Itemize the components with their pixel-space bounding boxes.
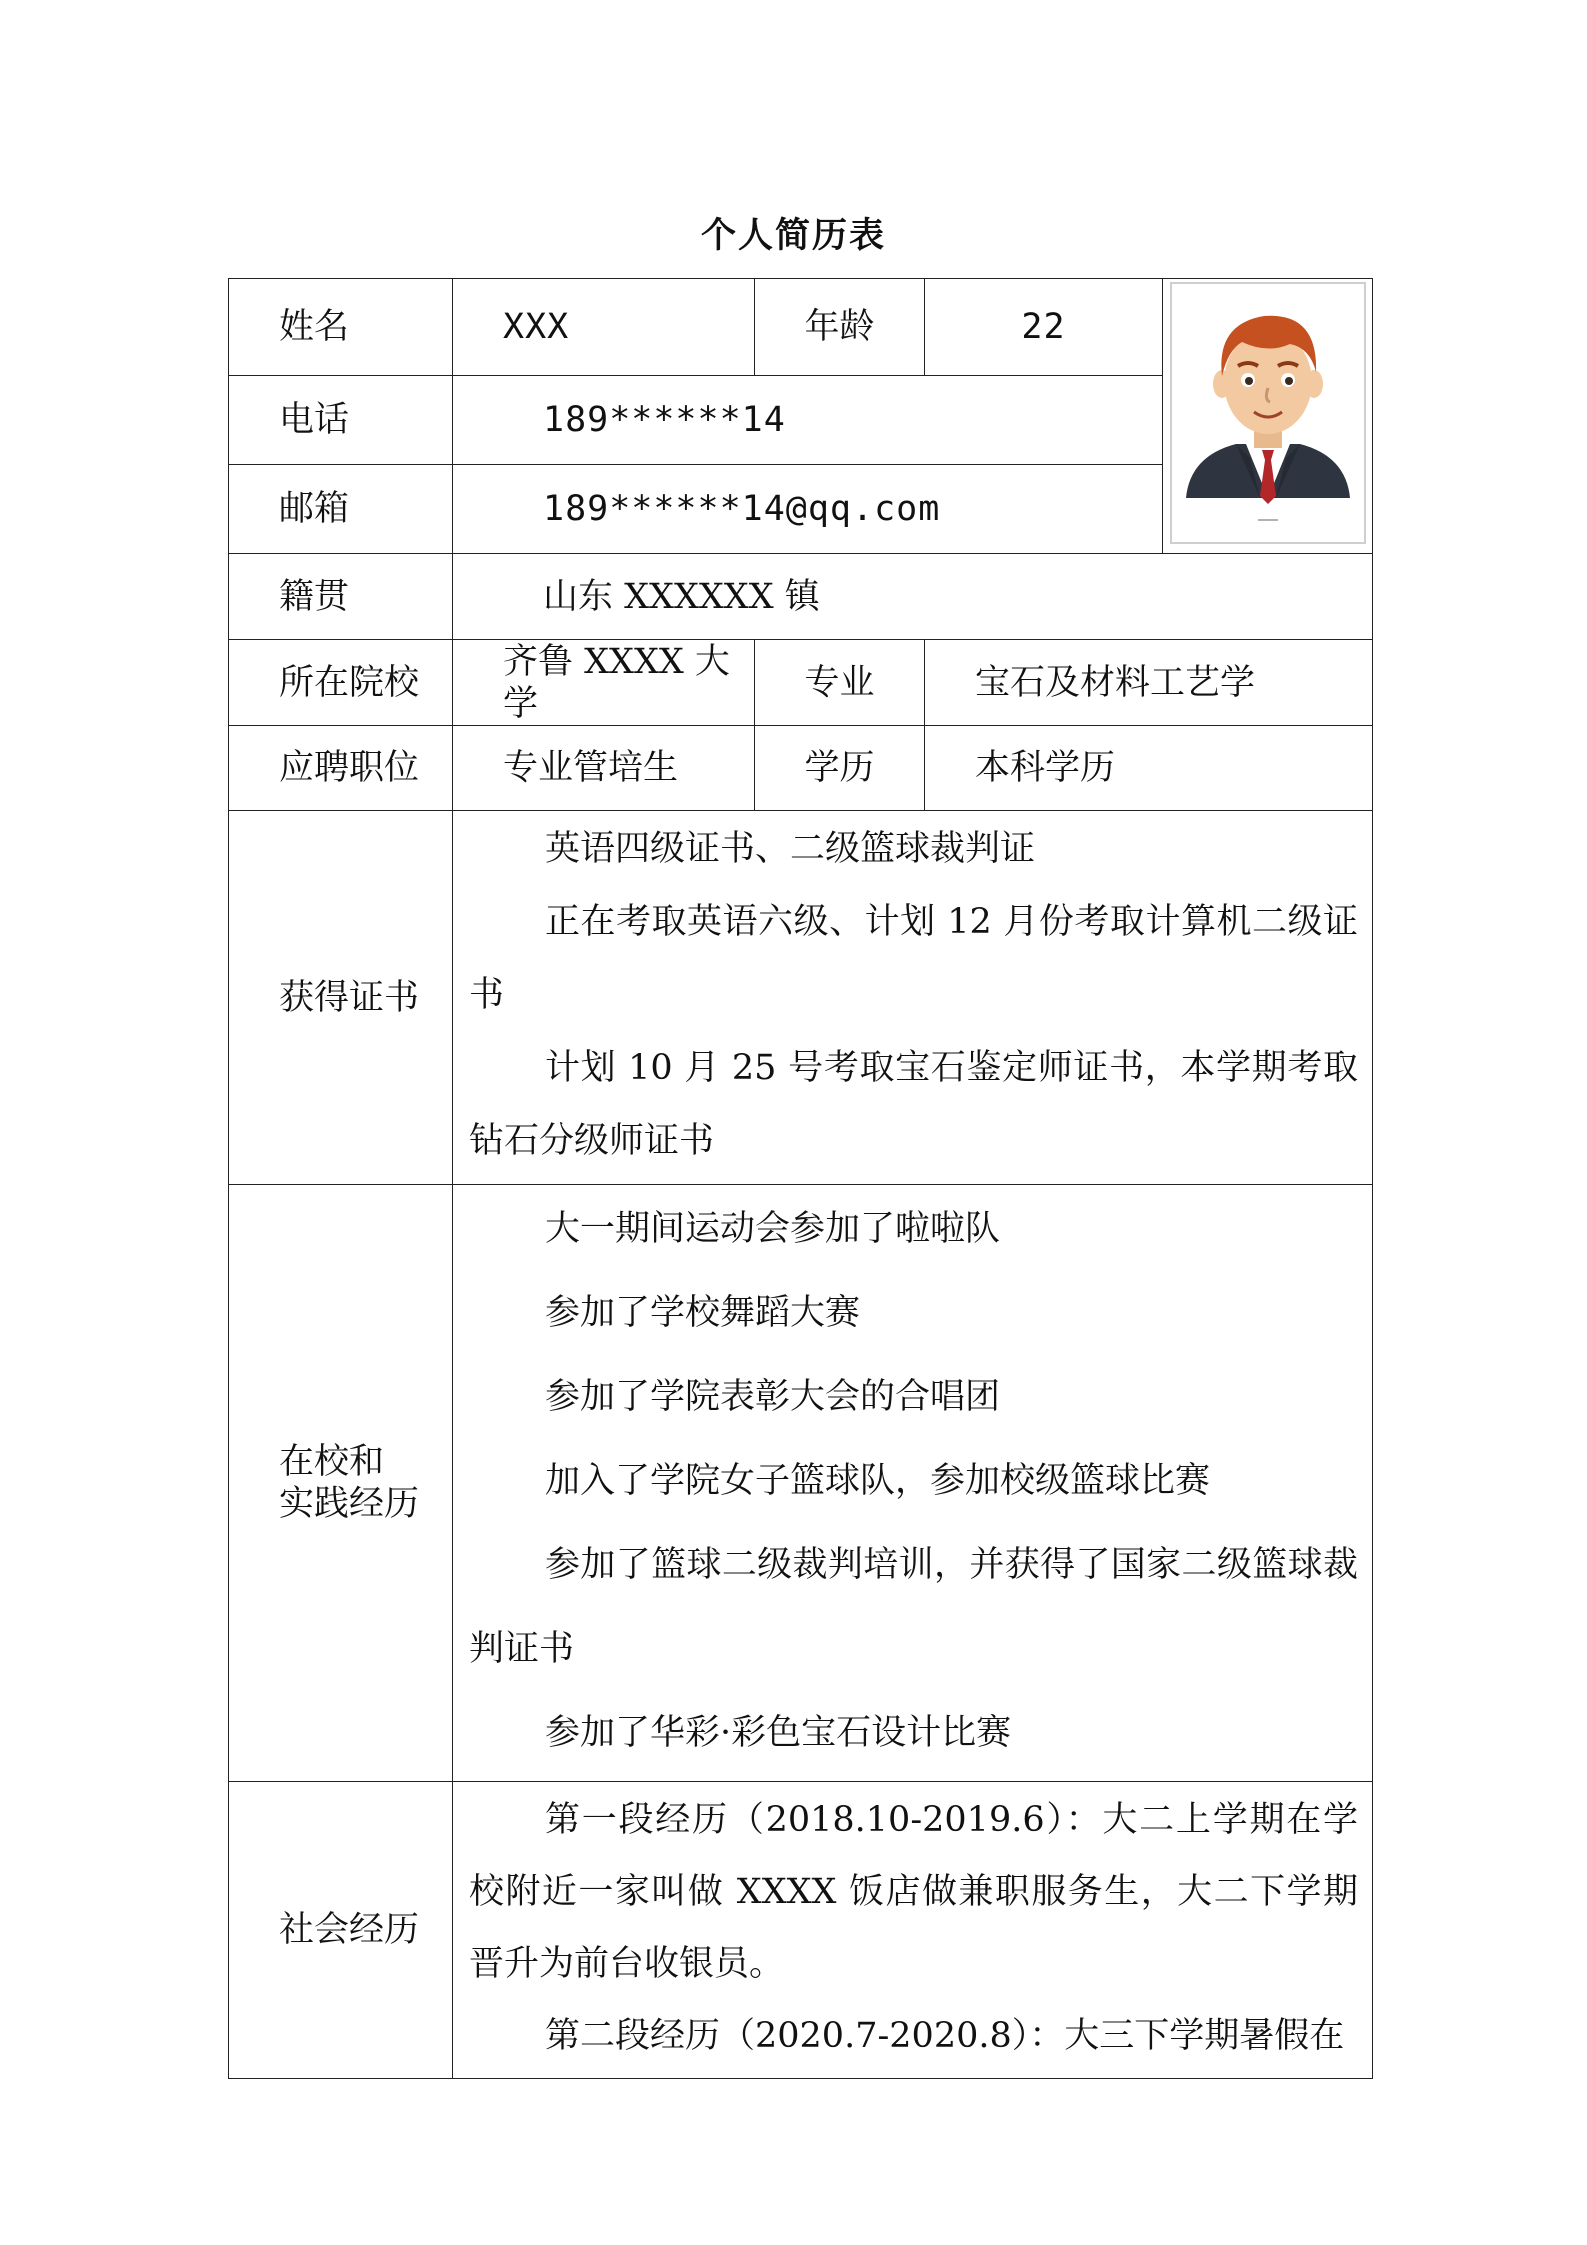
school-experience-content <box>453 1185 1373 1782</box>
school-experience-item: 参加了华彩·彩色宝石设计比赛 <box>545 1713 1012 1753</box>
school-experience-item: 参加了学校舞蹈大赛 <box>545 1293 861 1333</box>
age-value: 22 <box>925 279 1163 376</box>
school-experience-item: 参加了学院表彰大会的合唱团 <box>545 1377 1001 1417</box>
hometown-value: 山东 XXXXXX 镇 <box>453 554 1373 640</box>
photo-cell <box>1163 279 1373 554</box>
social-experience-label: 社会经历 <box>229 1782 453 2079</box>
degree-label: 学历 <box>755 726 925 811</box>
resume-table <box>228 278 1373 2079</box>
certificates-content <box>453 811 1373 1185</box>
person-avatar-icon <box>1172 284 1364 542</box>
school-experience-item: 加入了学院女子篮球队，参加校级篮球比赛 <box>545 1461 1211 1501</box>
certificate-item: 英语四级证书、二级篮球裁判证 <box>545 829 1036 869</box>
certificate-item: 计划 10 月 25 号考取宝石鉴定师证书，本学期考取钻石分级师证书 <box>469 1048 1358 1161</box>
row-social-experience <box>229 1782 1373 2079</box>
major-value: 宝石及材料工艺学 <box>925 640 1373 726</box>
degree-value: 本科学历 <box>925 726 1373 811</box>
school-value: 齐鲁 XXXX 大学 <box>453 640 755 726</box>
email-value: 189******14@qq.com <box>453 465 1163 554</box>
position-label: 应聘职位 <box>229 726 453 811</box>
photo-frame <box>1170 282 1366 544</box>
certificate-item: 正在考取英语六级、计划 12 月份考取计算机二级证书 <box>469 902 1358 1015</box>
row-name-age <box>229 279 1373 376</box>
social-experience-item: 第一段经历（2018.10-2019.6）：大二上学期在学校附近一家叫做 XXXX 饭店做兼职服务生，大二下学期晋升为前台收银员。 <box>469 1800 1358 1984</box>
row-certificates <box>229 811 1373 1185</box>
school-experience-label-line1: 在校和 <box>279 1442 385 1482</box>
position-value: 专业管培生 <box>453 726 755 811</box>
school-experience-item: 大一期间运动会参加了啦啦队 <box>545 1209 1001 1249</box>
page-title: 个人简历表 <box>700 215 886 256</box>
row-school-major <box>229 640 1373 726</box>
school-experience-label <box>229 1185 453 1782</box>
certificates-label: 获得证书 <box>229 811 453 1185</box>
social-experience-item: 第二段经历（2020.7-2020.8）：大三下学期暑假在 <box>545 2016 1345 2056</box>
school-label: 所在院校 <box>229 640 453 726</box>
phone-value: 189******14 <box>453 376 1163 465</box>
school-experience-item: 参加了篮球二级裁判培训，并获得了国家二级篮球裁判证书 <box>469 1545 1358 1669</box>
hometown-label: 籍贯 <box>229 554 453 640</box>
major-label: 专业 <box>755 640 925 726</box>
row-school-experience <box>229 1185 1373 1782</box>
row-position-degree <box>229 726 1373 811</box>
name-value: XXX <box>453 279 755 376</box>
email-label: 邮箱 <box>229 465 453 554</box>
phone-label: 电话 <box>229 376 453 465</box>
age-label: 年龄 <box>755 279 925 376</box>
row-hometown <box>229 554 1373 640</box>
name-label: 姓名 <box>229 279 453 376</box>
social-experience-content <box>453 1782 1373 2079</box>
school-experience-label-line2: 实践经历 <box>279 1484 420 1524</box>
